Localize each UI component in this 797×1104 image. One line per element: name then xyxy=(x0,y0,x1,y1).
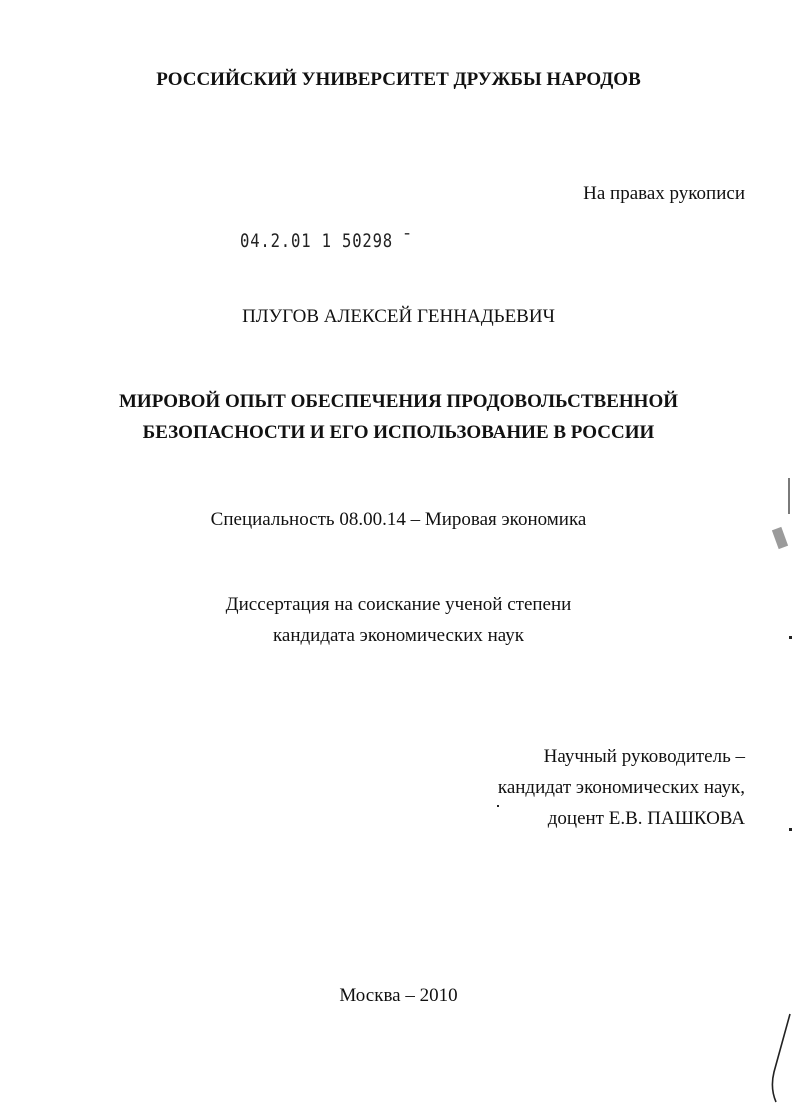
supervisor-line-3: доцент Е.В. ПАШКОВА xyxy=(547,808,745,829)
scan-artifact xyxy=(497,805,499,807)
registration-stamp: 04.2.01 1 50298 ̄ xyxy=(240,230,404,252)
degree-line-1: Диссертация на соискание ученой степени xyxy=(225,594,572,615)
specialty: Специальность 08.00.14 – Мировая экономика xyxy=(210,509,587,530)
supervisor-line-2: кандидат экономических наук, xyxy=(497,777,745,798)
supervisor-line-1: Научный руководитель – xyxy=(543,746,745,767)
university-name: РОССИЙСКИЙ УНИВЕРСИТЕТ ДРУЖБЫ НАРОДОВ xyxy=(156,69,641,90)
scan-artifact xyxy=(789,636,792,639)
dissertation-title-line-2: БЕЗОПАСНОСТИ И ЕГО ИСПОЛЬЗОВАНИЕ В РОССИИ xyxy=(142,422,655,443)
city-year: Москва – 2010 xyxy=(339,985,458,1006)
author-name: ПЛУГОВ АЛЕКСЕЙ ГЕННАДЬЕВИЧ xyxy=(242,306,555,327)
dissertation-title-line-1: МИРОВОЙ ОПЫТ ОБЕСПЕЧЕНИЯ ПРОДОВОЛЬСТВЕННОЙ xyxy=(119,391,678,412)
scan-artifact xyxy=(789,828,792,831)
rights-note: На правах рукописи xyxy=(583,183,745,204)
pen-stroke-mark xyxy=(760,1010,796,1104)
scan-artifact xyxy=(788,478,790,514)
degree-line-2: кандидата экономических наук xyxy=(272,625,525,646)
